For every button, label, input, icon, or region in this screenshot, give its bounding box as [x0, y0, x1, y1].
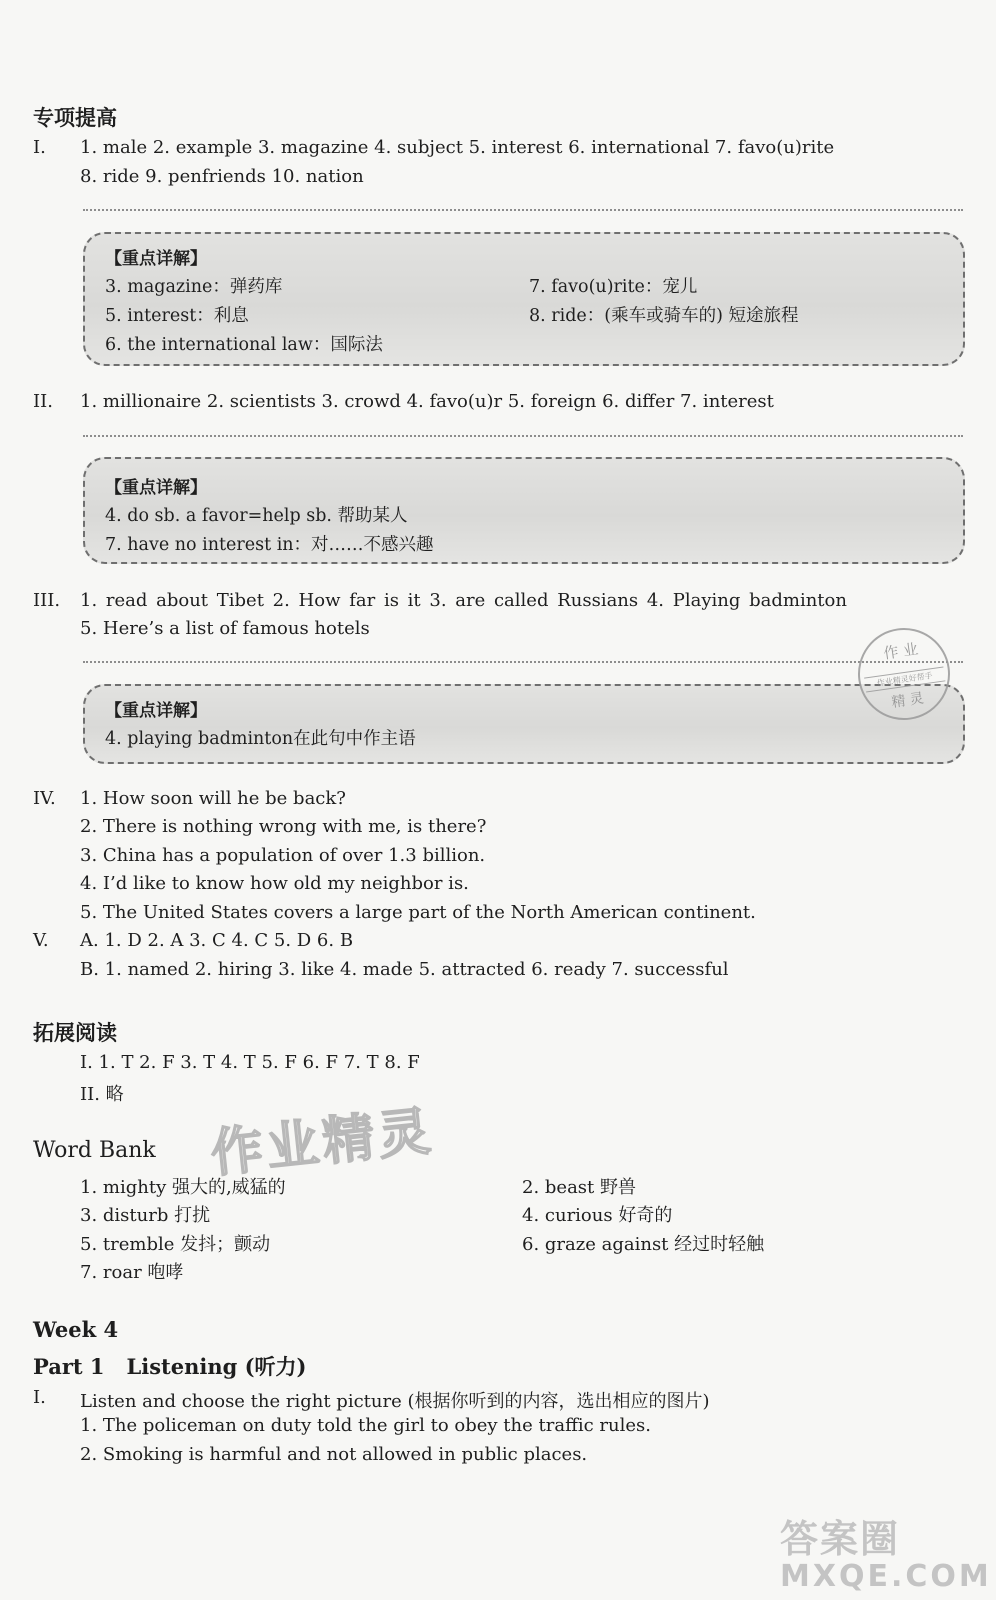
note-item: 4. playing badminton在此句中作主语	[105, 729, 416, 749]
watermark-text: 作业精灵	[208, 1101, 438, 1185]
stamp-text: 作业精灵好帮手	[864, 666, 945, 692]
key-notes-box	[83, 684, 965, 764]
key-notes-title: 【重点详解】	[105, 249, 207, 269]
answer-line: 1. male 2. example 3. magazine 4. subject 5. interest 6. international 7. favo(u)rite	[80, 137, 835, 158]
answer-line: 5. Here’s a list of famous hotels	[80, 618, 370, 639]
word-item: 2. beast 野兽	[522, 1177, 636, 1198]
part-title: Part 1 Listening (听力)	[33, 1354, 307, 1379]
section-title-extended-reading: 拓展阅读	[33, 1021, 117, 1045]
key-notes-box	[83, 232, 965, 366]
note-item: 4. do sb. a favor=help sb. 帮助某人	[105, 506, 408, 526]
answer-line: B. 1. named 2. hiring 3. like 4. made 5. attracted 6. ready 7. successful	[80, 959, 729, 980]
note-item: 8. ride：(乘车或骑车的) 短途旅程	[529, 306, 799, 326]
key-notes-title: 【重点详解】	[105, 701, 207, 721]
question-number-3: III.	[33, 590, 61, 611]
dotted-divider	[83, 661, 963, 663]
note-item: 3. magazine：弹药库	[105, 277, 283, 297]
answer-line: 8. ride 9. penfriends 10. nation	[80, 166, 364, 187]
note-item: 7. favo(u)rite：宠儿	[529, 277, 698, 297]
question-number-5: V.	[33, 930, 49, 951]
word-item: 7. roar 咆哮	[80, 1262, 184, 1283]
answer-line: 4. I’d like to know how old my neighbor is.	[80, 873, 469, 894]
note-item: 5. interest：利息	[105, 306, 249, 326]
word-item: 6. graze against 经过时轻触	[522, 1234, 765, 1255]
answer-line: I. 1. T 2. F 3. T 4. T 5. F 6. F 7. T 8. F	[80, 1052, 420, 1073]
question-number-1: I.	[33, 137, 46, 158]
word-item: 4. curious 好奇的	[522, 1205, 673, 1226]
stamp-text: 作 业	[882, 639, 920, 663]
word-bank-title: Word Bank	[33, 1138, 156, 1163]
answer-line: 1. How soon will he be back?	[80, 788, 346, 809]
word-item: 3. disturb 打扰	[80, 1205, 211, 1226]
answer-line: 5. The United States covers a large part of the North American continent.	[80, 902, 756, 923]
instruction-text: Listen and choose the right picture (根据你听到的内容，选出相应的图片)	[80, 1391, 710, 1412]
sentence-item: 2. Smoking is harmful and not allowed in public places.	[80, 1444, 588, 1465]
section-title-special-improvement: 专项提高	[33, 106, 117, 130]
answer-line: 2. There is nothing wrong with me, is there?	[80, 816, 487, 837]
answer-line: 1. millionaire 2. scientists 3. crowd 4. favo(u)r 5. foreign 6. differ 7. interest	[80, 391, 774, 412]
watermark-text: 答案圈	[780, 1517, 901, 1561]
key-notes-box	[83, 457, 965, 564]
answer-line: 3. China has a population of over 1.3 billion.	[80, 845, 486, 866]
answer-line: A. 1. D 2. A 3. C 4. C 5. D 6. B	[80, 930, 354, 951]
answer-line: 1. read about Tibet 2. How far is it 3. are called Russians 4. Playing badminton	[80, 590, 847, 611]
question-number-4: IV.	[33, 788, 56, 809]
week-title: Week 4	[33, 1317, 119, 1342]
answer-line: II. 略	[80, 1084, 124, 1105]
dotted-divider	[83, 435, 963, 437]
stamp-text: 精 灵	[890, 690, 925, 711]
question-number-1: I.	[33, 1387, 46, 1408]
sentence-item: 1. The policeman on duty told the girl to obey the traffic rules.	[80, 1415, 651, 1436]
key-notes-title: 【重点详解】	[105, 478, 207, 498]
word-item: 5. tremble 发抖；颤动	[80, 1234, 271, 1255]
watermark-text: MXQE.COM	[780, 1559, 992, 1594]
note-item: 6. the international law：国际法	[105, 335, 383, 355]
question-number-2: II.	[33, 391, 53, 412]
note-item: 7. have no interest in：对……不感兴趣	[105, 535, 434, 555]
word-item: 1. mighty 强大的,威猛的	[80, 1177, 286, 1198]
corner-watermark-logo	[780, 1508, 992, 1594]
dotted-divider	[83, 209, 963, 211]
